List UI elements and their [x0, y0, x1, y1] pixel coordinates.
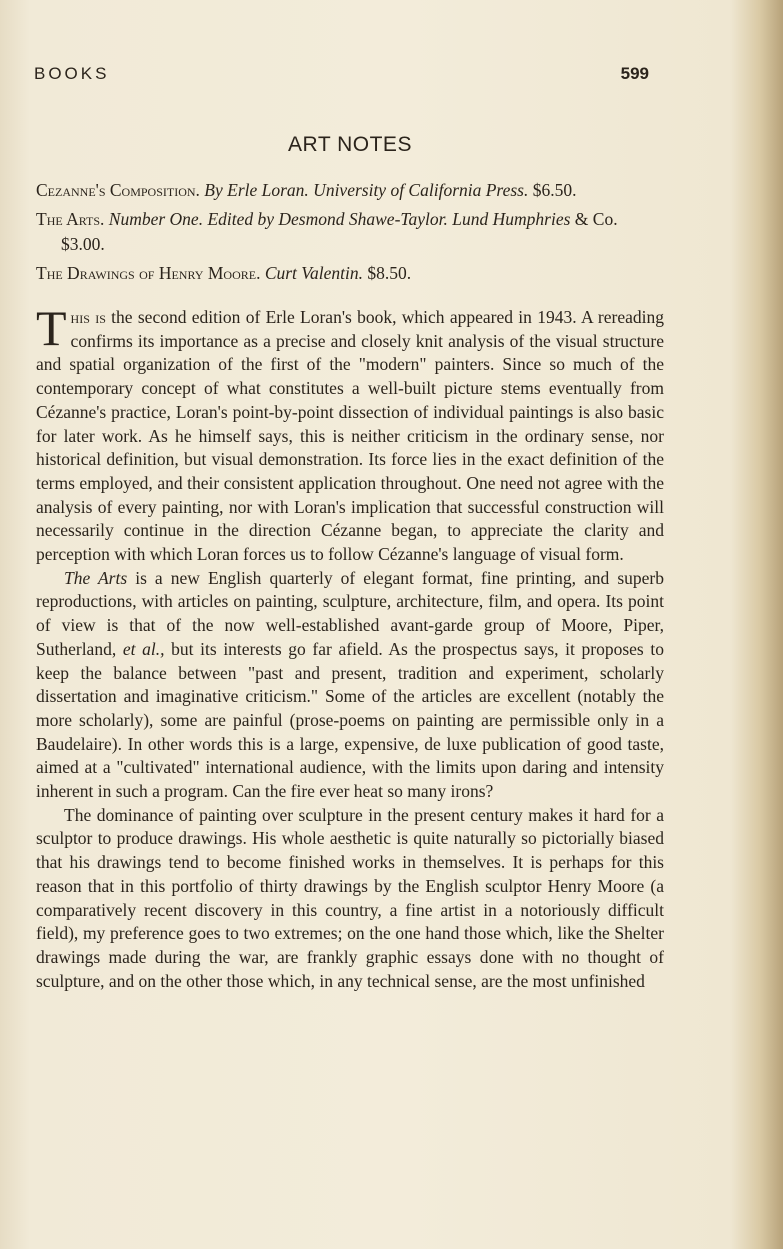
citation-title: The Drawings of Henry Moore.: [36, 263, 261, 283]
citation-title: Cezanne's Composition.: [36, 180, 200, 200]
citation-price: $6.50.: [532, 180, 577, 200]
paragraph-1: [36, 300, 664, 567]
article-title: ART NOTES: [288, 133, 412, 156]
citation-author: Curt Valentin.: [264, 263, 364, 283]
citation-author-suffix: & Co.: [570, 209, 618, 229]
citation-3: [36, 261, 664, 286]
citation-author: Number One. Edited by Desmond Shawe-Taylor. Lund Humphries: [108, 209, 571, 229]
citation-title: The Arts.: [36, 209, 105, 229]
publication-title: The Arts: [64, 567, 128, 588]
paragraph-2: [36, 567, 664, 804]
citation-author: By Erle Loran. University of California Press.: [204, 180, 529, 200]
paragraph-text: is a new English quarterly of elegant format, fine printing, and superb reproductions, with articles on painting, sculpture, architecture, film, and opera. Its point of view is that of the now well-established avant-garde group of Moore, Piper, Sutherland,: [36, 567, 664, 659]
paragraph-3: The dominance of painting over sculpture in the present century makes it hard for a sculptor to produce drawings. His whole aesthetic is quite naturally so pictorially biased that his drawings tend to become finished works in themselves. It is perhaps for this reason that in this portfolio of thirty drawings by the English sculptor Henry Moore (a comparatively recent discovery in this country, a fine artist in a notoriously difficult field), my preference goes to two extremes; on the one hand those which, like the Shelter drawings made during the war, are frankly graphic essays done with no thought of sculpture, and on the other those which, in any technical sense, are the most unfinished: [36, 804, 664, 991]
drop-cap: T: [36, 300, 67, 356]
paragraph-text: the second edition of Erle Loran's book, which appeared in 1943. A rereading confirms its importance as a precise and closely knit analysis of the visual structure and spatial organization of the first of the "modern" painters. Since so much of the contemporary concept of what constitutes a well-built picture stems eventually from Cézanne's practice, Loran's point-by-point dissection of individual paintings is also basic for later work. As he himself says, this is neither criticism in the ordinary sense, nor historical definition, but visual demonstration. Its force lies in the exact definition of the terms employed, and their consistent application throughout. One need not agree with the analysis of every painting, nor with Loran's implication that successful construction will necessarily continue in the direction Cézanne began, to appreciate the clarity and perception with which Loran forces us to follow Cézanne's language of visual form.: [36, 307, 664, 565]
citation-price: $8.50.: [367, 263, 412, 283]
lead-in: his is: [70, 307, 106, 327]
citation-2: [36, 207, 664, 257]
book-citations: [36, 178, 664, 290]
paragraph-text: but its interests go far afield. As the prospectus says, it proposes to keep the balance between "past and present, tradition and experiment, scholarly dissertation and imaginative criticism." Some of the articles are excellent (notably the more scholarly), some are painful (prose-poems on painting are permissible only in a Baudelaire). In other words this is a large, expensive, de luxe publication of good taste, aimed at a "cultivated" international audience, with the limits upon daring and intensity inherent in such a program. Can the fire ever heat so many irons?: [36, 638, 664, 802]
page-number: 599: [620, 64, 649, 83]
italic-phrase: et al.,: [122, 638, 165, 659]
section-label: BOOKS: [34, 64, 110, 83]
citation-price: $3.00.: [61, 234, 105, 254]
citation-1: [36, 178, 664, 203]
article-body: [36, 300, 664, 993]
